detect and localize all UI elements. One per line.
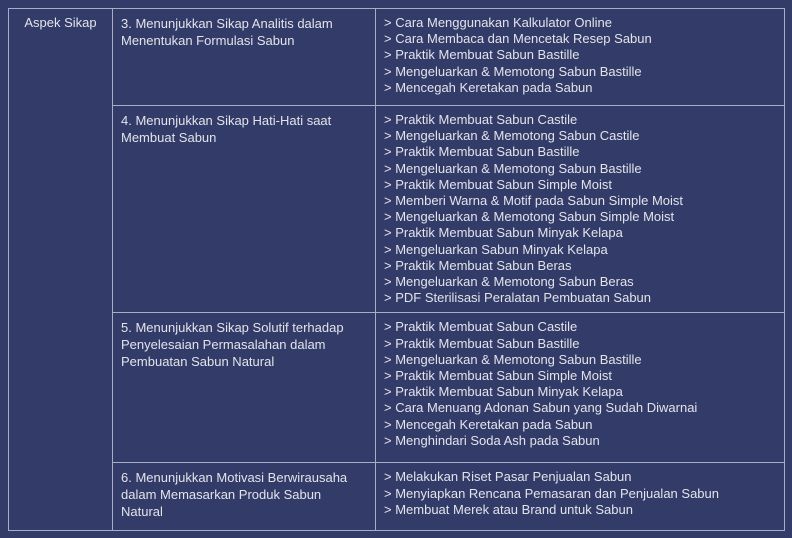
module-item: > Praktik Membuat Sabun Castile [384, 112, 578, 127]
competency-line: Menentukan Formulasi Sabun [121, 33, 295, 48]
module-item: > Mencegah Keretakan pada Sabun [384, 416, 593, 432]
module-item: > Praktik Membuat Sabun Simple Moist [384, 176, 612, 192]
competency-line: 4. Menunjukkan Sikap Hati-Hati saat [121, 113, 332, 128]
module-item: > Mencegah Keretakan pada Sabun [384, 79, 593, 95]
competency-line: dalam Memasarkan Produk Sabun [121, 487, 322, 503]
competency-line: Membuat Sabun [121, 130, 217, 145]
module-item: > Praktik Membuat Sabun Simple Moist [384, 368, 612, 384]
competency-line: 5. Menunjukkan Sikap Solutif terhadap [121, 320, 344, 336]
module-item: > Praktik Membuat Sabun Bastille [384, 47, 580, 63]
aspect-cell [9, 9, 113, 531]
module-item: > Menyiapkan Rencana Pemasaran dan Penjualan Sabun [384, 485, 719, 501]
module-item: > Mengeluarkan & Memotong Sabun Bastille [384, 351, 642, 367]
module-item: > Mengeluarkan & Memotong Sabun Castile [384, 128, 640, 144]
aspect-label: Aspek Sikap [24, 15, 97, 30]
competency-line: Natural [121, 504, 163, 520]
module-item: > Membuat Merek atau Brand untuk Sabun [384, 501, 633, 517]
module-item: > Praktik Membuat Sabun Minyak Kelapa [384, 225, 623, 241]
curriculum-table [8, 8, 785, 531]
module-item: > Cara Membaca dan Mencetak Resep Sabun [384, 31, 652, 47]
module-item: > Mengeluarkan Sabun Minyak Kelapa [384, 241, 608, 257]
competency-text [121, 319, 367, 370]
competency-cell [113, 9, 376, 106]
module-item: > Praktik Membuat Sabun Beras [384, 257, 572, 273]
competency-text [121, 15, 367, 49]
competency-cell [113, 106, 376, 313]
module-item: > Menghindari Soda Ash pada Sabun [384, 432, 600, 448]
module-list [384, 469, 776, 518]
module-item: > Cara Menggunakan Kalkulator Online [384, 15, 613, 30]
competency-cell [113, 463, 376, 531]
competency-line: 3. Menunjukkan Sikap Analitis dalam [121, 16, 333, 31]
module-item: > Mengeluarkan & Memotong Sabun Bastille [384, 63, 642, 79]
table-row [9, 463, 785, 531]
module-item: > Mengeluarkan & Memotong Sabun Simple Moist [384, 209, 675, 225]
competency-line: Pembuatan Sabun Natural [121, 354, 275, 370]
table-row [9, 313, 785, 463]
modules-cell [376, 313, 785, 463]
competency-text [121, 469, 367, 520]
module-item: > Praktik Membuat Sabun Castile [384, 319, 578, 335]
modules-cell [376, 106, 785, 313]
module-item: > Melakukan Riset Pasar Penjualan Sabun [384, 469, 632, 485]
table-row [9, 106, 785, 313]
competency-line: 6. Menunjukkan Motivasi Berwirausaha [121, 470, 348, 486]
modules-cell [376, 9, 785, 106]
module-item: > Cara Menuang Adonan Sabun yang Sudah Diwarnai [384, 400, 698, 416]
module-item: > Mengeluarkan & Memotong Sabun Beras [384, 274, 634, 290]
competency-cell [113, 313, 376, 463]
module-item: > Praktik Membuat Sabun Bastille [384, 335, 580, 351]
module-list [384, 319, 776, 449]
module-list [384, 112, 776, 306]
competency-text [121, 112, 367, 146]
modules-cell [376, 463, 785, 531]
module-item: > Mengeluarkan & Memotong Sabun Bastille [384, 160, 642, 176]
module-item: > Memberi Warna & Motif pada Sabun Simple Moist [384, 193, 684, 209]
module-list [384, 15, 776, 96]
competency-line: Penyelesaian Permasalahan dalam [121, 337, 326, 353]
module-item: > Praktik Membuat Sabun Minyak Kelapa [384, 384, 623, 400]
module-item: > PDF Sterilisasi Peralatan Pembuatan Sabun [384, 290, 652, 306]
table-row [9, 9, 785, 106]
module-item: > Praktik Membuat Sabun Bastille [384, 144, 580, 160]
